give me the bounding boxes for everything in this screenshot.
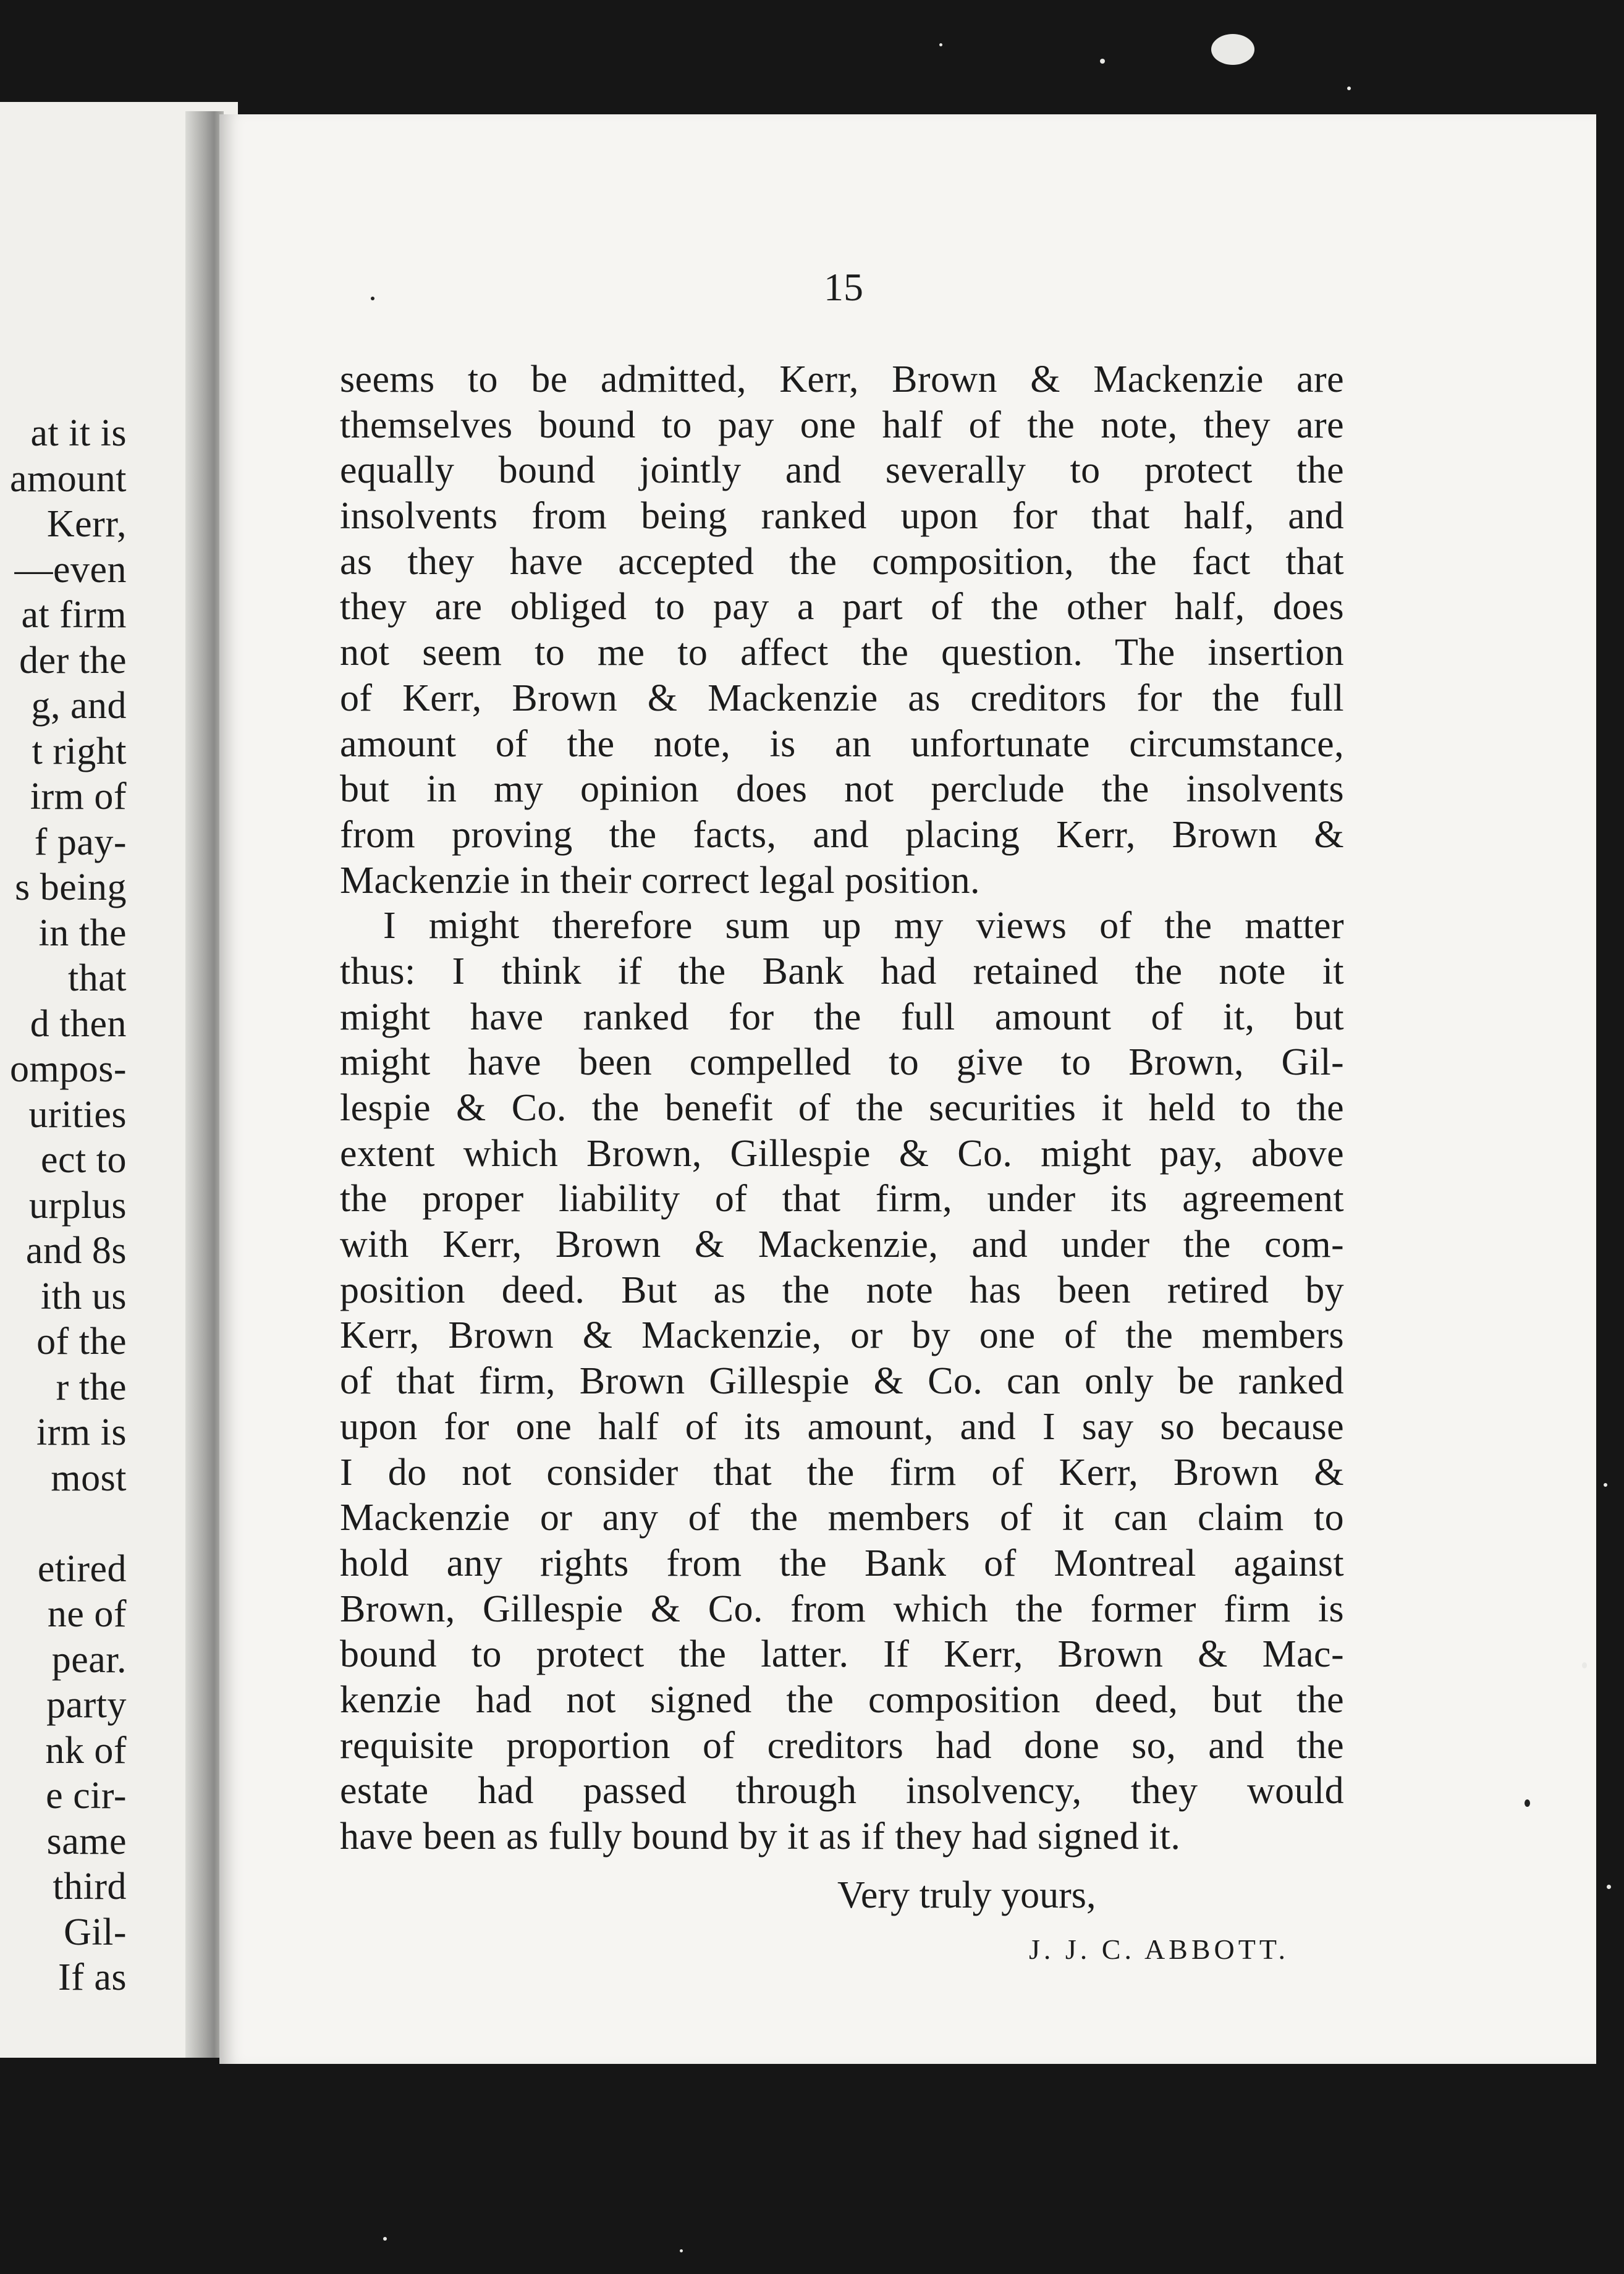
body-line: of that firm, Brown Gillespie & Co. can only be ranked: [340, 1360, 1344, 1403]
scan-speck: [1525, 1799, 1530, 1807]
left-page-line: most: [51, 1456, 127, 1499]
body-line: insolvents from being ranked upon for that half, and: [340, 495, 1344, 538]
body-line: upon for one half of its amount, and I say so because: [340, 1405, 1344, 1448]
body-line: position deed. But as the note has been retired by: [340, 1269, 1344, 1311]
body-line: but in my opinion does not perclude the insolvents: [340, 768, 1344, 811]
left-page-text: [0, 411, 127, 2001]
left-page-line: amount: [10, 457, 127, 500]
left-page-line: irm is: [36, 1411, 127, 1453]
left-page-line: at it is: [30, 412, 127, 454]
left-page-line: and 8s: [25, 1230, 127, 1272]
scan-speck: [1100, 59, 1105, 64]
letter-body: [340, 357, 1344, 1860]
left-page-line: same: [46, 1820, 127, 1862]
body-line: thus: I think if the Bank had retained the note it: [340, 950, 1344, 992]
left-page-line: party: [46, 1684, 127, 1726]
body-line: have been as fully bound by it as if they had signed it.: [340, 1815, 1181, 1858]
left-page-line: at firm: [21, 594, 127, 636]
body-line: kenzie had not signed the composition deed, but the: [340, 1678, 1344, 1721]
left-page-line: f pay-: [34, 821, 127, 863]
body-line: the proper liability of that firm, under its agreement: [340, 1178, 1344, 1220]
body-line: lespie & Co. the benefit of the securities it held to the: [340, 1087, 1344, 1129]
body-line: bound to protect the latter. If Kerr, Brown & Mac-: [340, 1633, 1344, 1676]
left-page-line: [0, 1501, 127, 1547]
body-line: I do not consider that the firm of Kerr, Brown &: [340, 1451, 1344, 1494]
body-line: they are obliged to pay a part of the other half, does: [340, 586, 1344, 628]
body-line: from proving the facts, and placing Kerr, Brown &: [340, 813, 1344, 856]
left-page-line: t right: [32, 730, 127, 772]
body-line: with Kerr, Brown & Mackenzie, and under the com-: [340, 1224, 1344, 1266]
left-page-line: s being: [15, 866, 127, 908]
scan-speck: [371, 297, 374, 300]
body-line: equally bound jointly and severally to protect the: [340, 449, 1344, 492]
left-page-line: r the: [56, 1366, 127, 1408]
left-page-line: pear.: [51, 1638, 127, 1681]
left-page-line: ne of: [47, 1593, 127, 1635]
book-gutter: [185, 111, 224, 2058]
left-page-line: nk of: [45, 1729, 127, 1772]
left-page-line: ith us: [40, 1275, 127, 1317]
page-number: 15: [824, 265, 863, 309]
body-line: seems to be admitted, Kerr, Brown & Mackenzie are: [340, 358, 1344, 400]
left-page-line: ect to: [41, 1139, 127, 1181]
left-page-line: Kerr,: [46, 503, 127, 545]
body-line: not seem to me to affect the question. The insertion: [340, 632, 1344, 674]
body-line: extent which Brown, Gillespie & Co. might pay, above: [340, 1132, 1344, 1175]
body-line: Mackenzie in their correct legal position.: [340, 859, 980, 902]
body-line: amount of the note, is an unfortunate circumstance,: [340, 722, 1344, 765]
left-page-line: etired: [37, 1547, 127, 1590]
scan-speck: [1607, 1885, 1611, 1889]
body-line: I might therefore sum up my views of the matter: [383, 905, 1344, 947]
left-page-line: urplus: [29, 1184, 127, 1227]
left-page-line: d then: [30, 1002, 127, 1045]
left-page-line: der the: [19, 639, 127, 682]
left-page-line: ompos-: [10, 1048, 127, 1090]
left-page-line: g, and: [31, 685, 127, 727]
body-line: as they have accepted the composition, the fact that: [340, 540, 1344, 583]
scan-speck: [1604, 1483, 1607, 1487]
body-line: hold any rights from the Bank of Montreal against: [340, 1542, 1344, 1584]
letter-signature: J. J. C. ABBOTT.: [1029, 1934, 1290, 1965]
scan-speck: [383, 2237, 387, 2241]
body-line: themselves bound to pay one half of the note, they are: [340, 404, 1344, 446]
body-line: Mackenzie or any of the members of it can claim to: [340, 1497, 1344, 1539]
body-line: of Kerr, Brown & Mackenzie as creditors for the full: [340, 677, 1344, 719]
left-page-line: Gil-: [64, 1911, 127, 1953]
body-line: Brown, Gillespie & Co. from which the former firm is: [340, 1587, 1344, 1630]
scan-speck: [1347, 87, 1351, 90]
body-line: requisite proportion of creditors had done so, and the: [340, 1724, 1344, 1767]
left-page-line: irm of: [30, 776, 127, 818]
body-line: estate had passed through insolvency, they would: [340, 1770, 1344, 1812]
scan-speck: [1211, 34, 1254, 65]
scan-speck: [939, 43, 942, 46]
letter-closing: Very truly yours,: [837, 1874, 1096, 1916]
body-line: might have ranked for the full amount of it, but: [340, 995, 1344, 1038]
body-line: Kerr, Brown & Mackenzie, or by one of the members: [340, 1314, 1344, 1357]
body-line: might have been compelled to give to Brown, Gil-: [340, 1041, 1344, 1084]
left-page-line: third: [53, 1866, 127, 1908]
scan-speck: [1582, 1662, 1587, 1668]
left-page-line: urities: [28, 1093, 127, 1136]
left-page-line: of the: [36, 1321, 127, 1363]
left-page-line: that: [68, 957, 127, 999]
left-page-line: in the: [38, 911, 127, 954]
left-page-line: e cir-: [46, 1775, 127, 1817]
left-page-line: —even: [14, 548, 127, 591]
left-page-line: If as: [58, 1956, 127, 1998]
scan-speck: [680, 2249, 683, 2252]
